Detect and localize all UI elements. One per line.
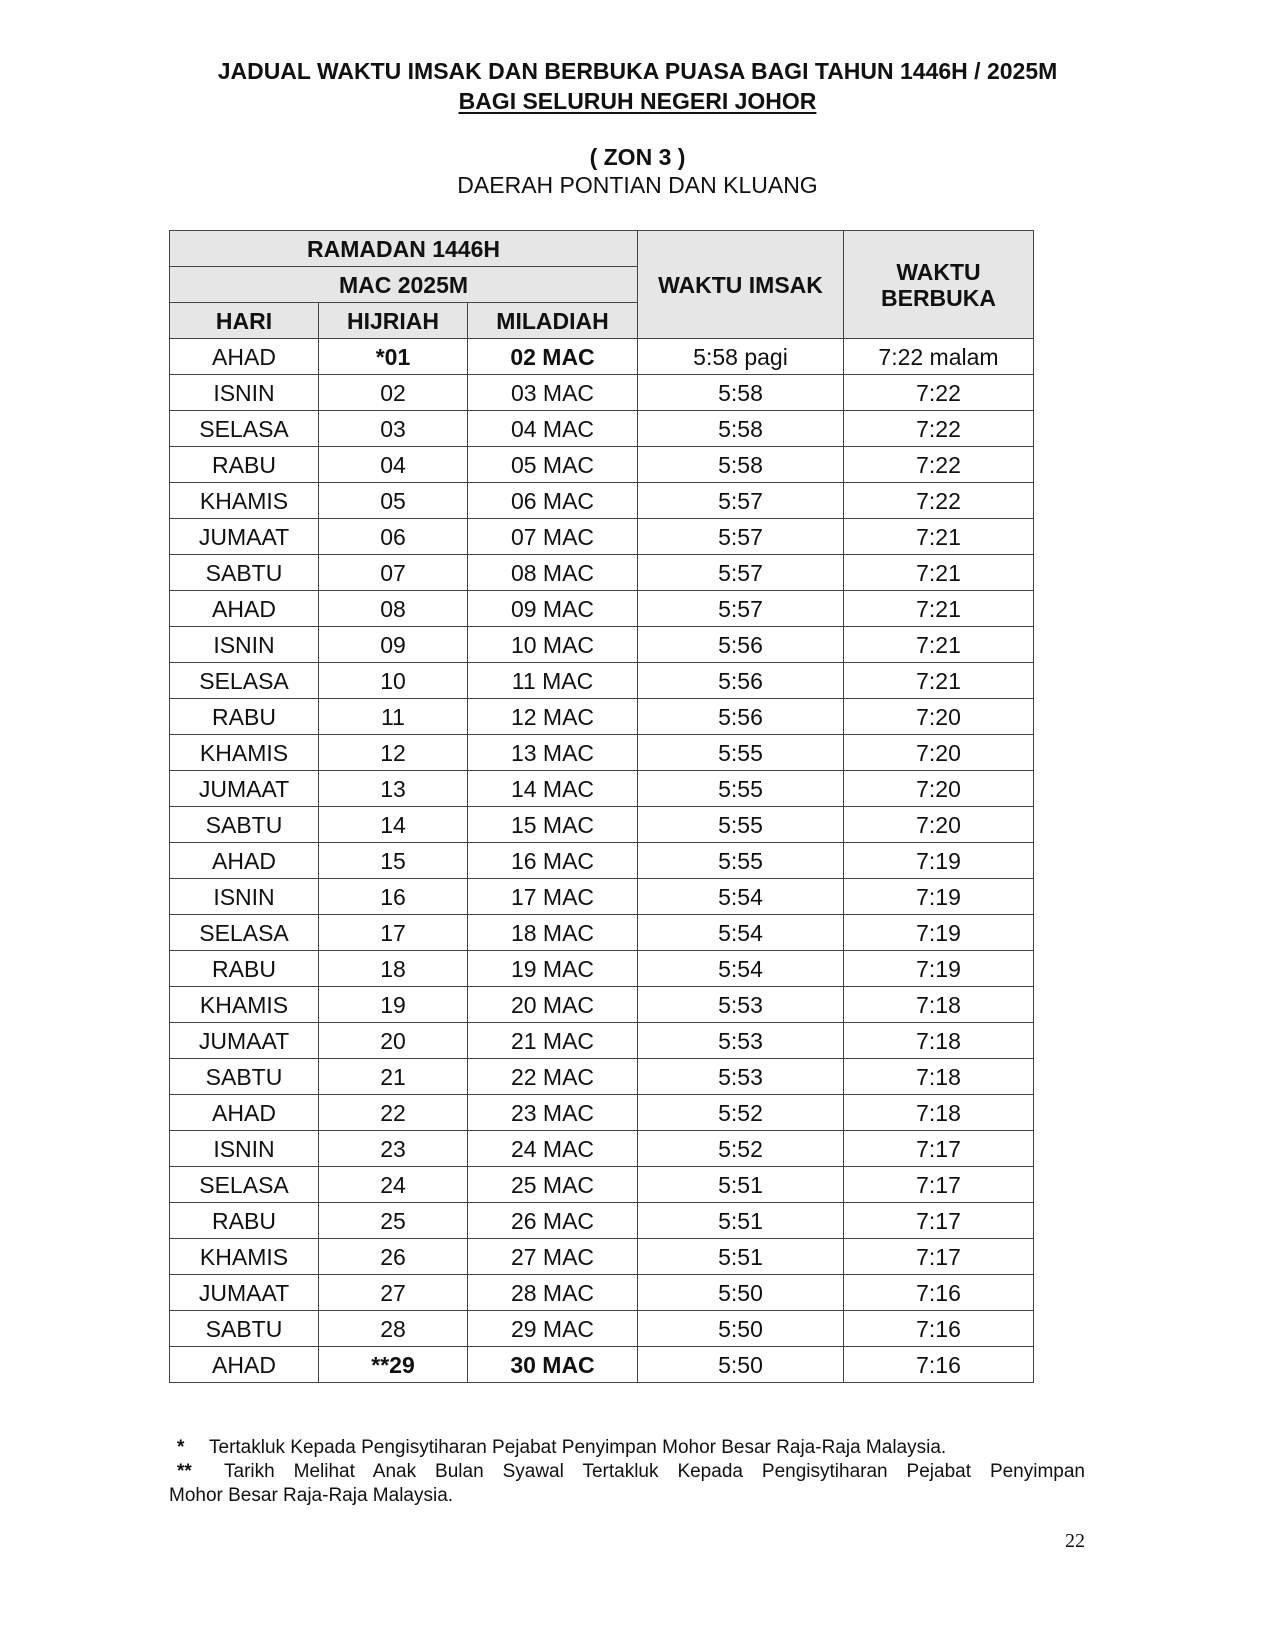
cell-berbuka: 7:21 (844, 663, 1034, 699)
cell-miladiah: 07 MAC (468, 519, 638, 555)
table-row (170, 1203, 1034, 1239)
cell-berbuka: 7:18 (844, 1095, 1034, 1131)
cell-hijriah: 24 (319, 1167, 468, 1203)
cell-miladiah: 10 MAC (468, 627, 638, 663)
cell-hijriah: 18 (319, 951, 468, 987)
cell-miladiah: 16 MAC (468, 843, 638, 879)
cell-miladiah: 22 MAC (468, 1059, 638, 1095)
cell-miladiah: 27 MAC (468, 1239, 638, 1275)
cell-imsak: 5:57 (638, 519, 844, 555)
document-title: JADUAL WAKTU IMSAK DAN BERBUKA PUASA BAGI TAHUN 1446H / 2025M (217, 58, 1058, 84)
cell-berbuka: 7:21 (844, 591, 1034, 627)
cell-imsak: 5:50 (638, 1311, 844, 1347)
header-miladiah: MILADIAH (468, 303, 638, 339)
cell-hijriah: 13 (319, 771, 468, 807)
header-month: MAC 2025M (170, 267, 638, 303)
cell-miladiah: 23 MAC (468, 1095, 638, 1131)
cell-hijriah: *01 (319, 339, 468, 375)
cell-miladiah: 06 MAC (468, 483, 638, 519)
table-row (170, 1347, 1034, 1383)
cell-hari: SABTU (170, 1059, 319, 1095)
cell-imsak: 5:53 (638, 987, 844, 1023)
header-berbuka: WAKTU BERBUKA (844, 231, 1034, 339)
cell-hari: ISNIN (170, 1131, 319, 1167)
footnote-2 (169, 1460, 1085, 1484)
cell-hijriah: 28 (319, 1311, 468, 1347)
zone-label: ( ZON 3 ) (589, 144, 686, 170)
table-row (170, 915, 1034, 951)
cell-hijriah: 11 (319, 699, 468, 735)
cell-hijriah: 08 (319, 591, 468, 627)
cell-miladiah: 29 MAC (468, 1311, 638, 1347)
cell-hijriah: 19 (319, 987, 468, 1023)
header-hari: HARI (170, 303, 319, 339)
cell-hijriah: 15 (319, 843, 468, 879)
cell-hari: AHAD (170, 843, 319, 879)
cell-berbuka: 7:20 (844, 699, 1034, 735)
cell-imsak: 5:58 (638, 375, 844, 411)
cell-miladiah: 17 MAC (468, 879, 638, 915)
cell-hari: SELASA (170, 411, 319, 447)
table-row (170, 879, 1034, 915)
cell-miladiah: 24 MAC (468, 1131, 638, 1167)
cell-miladiah: 05 MAC (468, 447, 638, 483)
cell-berbuka: 7:16 (844, 1347, 1034, 1383)
cell-miladiah: 04 MAC (468, 411, 638, 447)
cell-hari: AHAD (170, 1095, 319, 1131)
cell-imsak: 5:50 (638, 1275, 844, 1311)
cell-berbuka: 7:19 (844, 951, 1034, 987)
cell-hari: JUMAAT (170, 519, 319, 555)
cell-berbuka: 7:22 (844, 447, 1034, 483)
cell-berbuka: 7:17 (844, 1203, 1034, 1239)
cell-imsak: 5:51 (638, 1239, 844, 1275)
cell-berbuka: 7:17 (844, 1239, 1034, 1275)
prayer-time-table (169, 230, 1034, 1383)
cell-imsak: 5:58 (638, 411, 844, 447)
header-ramadan: RAMADAN 1446H (170, 231, 638, 267)
cell-imsak: 5:55 (638, 807, 844, 843)
cell-miladiah: 11 MAC (468, 663, 638, 699)
cell-imsak: 5:51 (638, 1167, 844, 1203)
table-row (170, 375, 1034, 411)
cell-hijriah: 26 (319, 1239, 468, 1275)
cell-imsak: 5:53 (638, 1059, 844, 1095)
header-imsak: WAKTU IMSAK (638, 231, 844, 339)
cell-hari: SABTU (170, 1311, 319, 1347)
cell-miladiah: 20 MAC (468, 987, 638, 1023)
table-row (170, 771, 1034, 807)
cell-hari: SELASA (170, 1167, 319, 1203)
cell-hijriah: 22 (319, 1095, 468, 1131)
cell-berbuka: 7:22 (844, 411, 1034, 447)
cell-imsak: 5:58 (638, 447, 844, 483)
cell-hari: JUMAAT (170, 771, 319, 807)
cell-hari: KHAMIS (170, 1239, 319, 1275)
cell-berbuka: 7:19 (844, 843, 1034, 879)
cell-miladiah: 21 MAC (468, 1023, 638, 1059)
cell-berbuka: 7:22 malam (844, 339, 1034, 375)
cell-hari: KHAMIS (170, 987, 319, 1023)
cell-hijriah: 05 (319, 483, 468, 519)
footnote-2-text-line2: Mohor Besar Raja-Raja Malaysia. (169, 1485, 454, 1506)
page-number: 22 (1065, 1530, 1085, 1552)
table-row (170, 699, 1034, 735)
cell-berbuka: 7:20 (844, 735, 1034, 771)
table-row (170, 1131, 1034, 1167)
cell-miladiah: 13 MAC (468, 735, 638, 771)
cell-hari: RABU (170, 951, 319, 987)
cell-berbuka: 7:17 (844, 1167, 1034, 1203)
cell-imsak: 5:56 (638, 699, 844, 735)
footnote-1-mark: * (177, 1437, 185, 1458)
cell-hijriah: 27 (319, 1275, 468, 1311)
table-row (170, 483, 1034, 519)
table-row (170, 735, 1034, 771)
cell-hari: SABTU (170, 807, 319, 843)
cell-hijriah: 02 (319, 375, 468, 411)
cell-imsak: 5:56 (638, 663, 844, 699)
table-row (170, 1167, 1034, 1203)
cell-hari: RABU (170, 699, 319, 735)
cell-berbuka: 7:19 (844, 879, 1034, 915)
footnotes (169, 1436, 1085, 1508)
cell-hijriah: 10 (319, 663, 468, 699)
cell-hijriah: 03 (319, 411, 468, 447)
cell-berbuka: 7:20 (844, 771, 1034, 807)
cell-berbuka: 7:22 (844, 483, 1034, 519)
cell-imsak: 5:57 (638, 591, 844, 627)
table-row (170, 807, 1034, 843)
cell-miladiah: 09 MAC (468, 591, 638, 627)
table-row (170, 555, 1034, 591)
table-row (170, 843, 1034, 879)
cell-imsak: 5:55 (638, 771, 844, 807)
cell-hijriah: 25 (319, 1203, 468, 1239)
footnote-2-text-line1: Tarikh Melihat Anak Bulan Syawal Tertakluk Kepada Pengisytiharan Pejabat Penyimpan (224, 1461, 1085, 1482)
cell-berbuka: 7:16 (844, 1311, 1034, 1347)
cell-hari: AHAD (170, 339, 319, 375)
cell-hijriah: 16 (319, 879, 468, 915)
cell-imsak: 5:57 (638, 483, 844, 519)
footnote-1-text: Tertakluk Kepada Pengisytiharan Pejabat Penyimpan Mohor Besar Raja-Raja Malaysia. (209, 1437, 947, 1458)
cell-imsak: 5:52 (638, 1131, 844, 1167)
table-body (170, 339, 1034, 1383)
cell-hijriah: 17 (319, 915, 468, 951)
cell-berbuka: 7:21 (844, 519, 1034, 555)
cell-hari: ISNIN (170, 627, 319, 663)
cell-imsak: 5:55 (638, 843, 844, 879)
cell-hari: SELASA (170, 915, 319, 951)
table-row (170, 1059, 1034, 1095)
cell-miladiah: 02 MAC (468, 339, 638, 375)
cell-imsak: 5:56 (638, 627, 844, 663)
cell-hari: JUMAAT (170, 1275, 319, 1311)
table-row (170, 447, 1034, 483)
cell-imsak: 5:54 (638, 879, 844, 915)
table-row (170, 591, 1034, 627)
cell-miladiah: 28 MAC (468, 1275, 638, 1311)
table-row (170, 627, 1034, 663)
cell-miladiah: 25 MAC (468, 1167, 638, 1203)
cell-hijriah: 04 (319, 447, 468, 483)
cell-imsak: 5:53 (638, 1023, 844, 1059)
cell-hijriah: **29 (319, 1347, 468, 1383)
cell-hari: AHAD (170, 591, 319, 627)
cell-berbuka: 7:22 (844, 375, 1034, 411)
document-subtitle-state: BAGI SELURUH NEGERI JOHOR (458, 88, 817, 114)
district-label: DAERAH PONTIAN DAN KLUANG (457, 172, 818, 198)
table-row (170, 951, 1034, 987)
cell-hijriah: 12 (319, 735, 468, 771)
cell-hijriah: 23 (319, 1131, 468, 1167)
table-row (170, 987, 1034, 1023)
cell-hari: ISNIN (170, 375, 319, 411)
table-row (170, 411, 1034, 447)
cell-hijriah: 09 (319, 627, 468, 663)
cell-hari: AHAD (170, 1347, 319, 1383)
cell-berbuka: 7:18 (844, 987, 1034, 1023)
cell-imsak: 5:54 (638, 951, 844, 987)
cell-imsak: 5:50 (638, 1347, 844, 1383)
cell-hijriah: 14 (319, 807, 468, 843)
cell-hijriah: 07 (319, 555, 468, 591)
cell-hari: JUMAAT (170, 1023, 319, 1059)
cell-berbuka: 7:19 (844, 915, 1034, 951)
cell-miladiah: 19 MAC (468, 951, 638, 987)
cell-berbuka: 7:18 (844, 1059, 1034, 1095)
cell-berbuka: 7:21 (844, 555, 1034, 591)
cell-miladiah: 26 MAC (468, 1203, 638, 1239)
cell-imsak: 5:52 (638, 1095, 844, 1131)
table-row (170, 339, 1034, 375)
table-row (170, 1311, 1034, 1347)
table-row (170, 1023, 1034, 1059)
cell-hari: RABU (170, 447, 319, 483)
cell-hari: KHAMIS (170, 735, 319, 771)
table-row (170, 1239, 1034, 1275)
table-row (170, 1095, 1034, 1131)
cell-berbuka: 7:18 (844, 1023, 1034, 1059)
cell-berbuka: 7:17 (844, 1131, 1034, 1167)
cell-berbuka: 7:21 (844, 627, 1034, 663)
cell-miladiah: 15 MAC (468, 807, 638, 843)
table-row (170, 519, 1034, 555)
cell-imsak: 5:57 (638, 555, 844, 591)
cell-miladiah: 14 MAC (468, 771, 638, 807)
footnote-1 (169, 1436, 1085, 1460)
cell-imsak: 5:55 (638, 735, 844, 771)
cell-miladiah: 03 MAC (468, 375, 638, 411)
cell-imsak: 5:58 pagi (638, 339, 844, 375)
cell-hijriah: 20 (319, 1023, 468, 1059)
cell-hari: SABTU (170, 555, 319, 591)
footnote-2-mark: ** (177, 1461, 192, 1482)
cell-berbuka: 7:20 (844, 807, 1034, 843)
cell-miladiah: 08 MAC (468, 555, 638, 591)
cell-hari: KHAMIS (170, 483, 319, 519)
cell-miladiah: 18 MAC (468, 915, 638, 951)
cell-berbuka: 7:16 (844, 1275, 1034, 1311)
cell-miladiah: 12 MAC (468, 699, 638, 735)
cell-imsak: 5:51 (638, 1203, 844, 1239)
cell-hari: SELASA (170, 663, 319, 699)
cell-hijriah: 06 (319, 519, 468, 555)
cell-hijriah: 21 (319, 1059, 468, 1095)
cell-imsak: 5:54 (638, 915, 844, 951)
cell-hari: ISNIN (170, 879, 319, 915)
table-row (170, 663, 1034, 699)
cell-hari: RABU (170, 1203, 319, 1239)
cell-miladiah: 30 MAC (468, 1347, 638, 1383)
table-row (170, 1275, 1034, 1311)
header-hijriah: HIJRIAH (319, 303, 468, 339)
